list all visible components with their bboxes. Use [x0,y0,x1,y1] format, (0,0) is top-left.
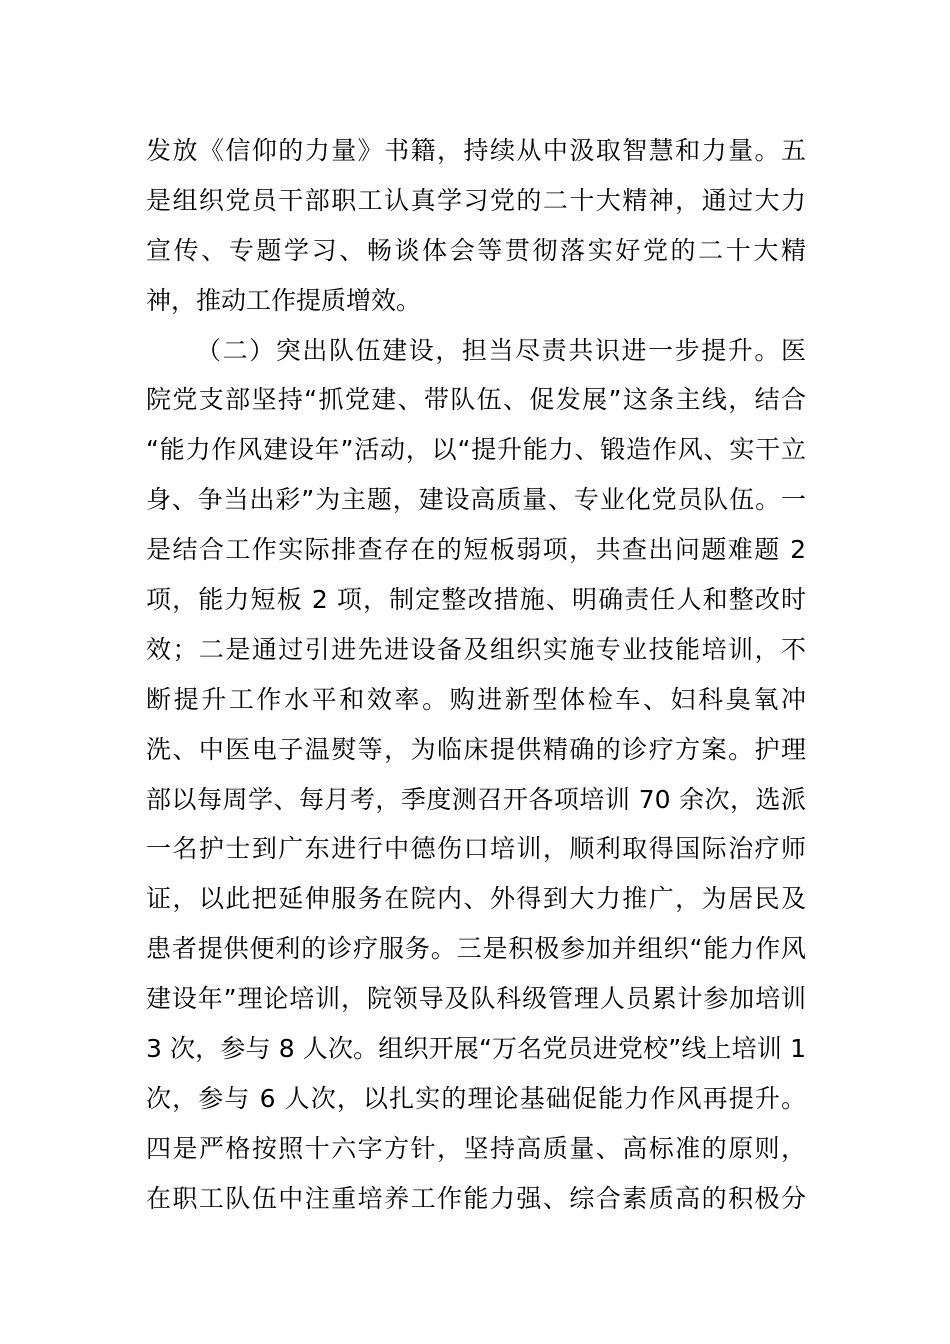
text-line: 部以每周学、每月考，季度测召开各项培训 70 余次，选派 [146,784,806,814]
text-line: 一名护士到广东进行中德伤口培训，顺利取得国际治疗师 [146,834,806,864]
text-line: 洗、中医电子温熨等，为临床提供精确的诊疗方案。护理 [146,734,806,764]
text-line: “能力作风建设年”活动，以“提升能力、锻造作风、实干立 [146,435,806,465]
text-line: 项，能力短板 2 项，制定整改措施、明确责任人和整改时 [146,585,806,615]
text-line: 神，推动工作提质增效。 [146,285,422,315]
text-line: 证，以此把延伸服务在院内、外得到大力推广，为居民及 [146,884,806,914]
text-line: 身、争当出彩”为主题，建设高质量、专业化党员队伍。一 [146,485,806,515]
text-line: 四是严格按照十六字方针，坚持高质量、高标准的原则， [146,1133,806,1163]
text-line: 发放《信仰的力量》书籍，持续从中汲取智慧和力量。五 [146,136,806,165]
text-line: 建设年”理论培训，院领导及队科级管理人员累计参加培训 [146,984,806,1014]
text-line: 次，参与 6 人次，以扎实的理论基础促能力作风再提升。 [146,1083,806,1113]
section-heading-line: （二）突出队伍建设，担当尽责共识进一步提升。医 [196,335,806,365]
text-line: 是组织党员干部职工认真学习党的二十大精神，通过大力 [146,185,806,215]
text-line: 院党支部坚持“抓党建、带队伍、促发展”这条主线，结合 [146,385,806,415]
text-line: 是结合工作实际排查存在的短板弱项，共查出问题难题 2 [146,535,806,565]
text-line: 宣传、专题学习、畅谈体会等贯彻落实好党的二十大精 [146,235,806,265]
text-line: 在职工队伍中注重培养工作能力强、综合素质高的积极分 [146,1183,806,1213]
text-line: 患者提供便利的诊疗服务。三是积极参加并组织“能力作风 [146,934,806,964]
body-text [146,126,806,1224]
text-line: 效；二是通过引进先进设备及组织实施专业技能培训，不 [146,634,806,664]
text-line: 3 次，参与 8 人次。组织开展“万名党员进党校”线上培训 1 [146,1034,806,1064]
text-line: 断提升工作水平和效率。购进新型体检车、妇科臭氧冲 [146,684,806,714]
